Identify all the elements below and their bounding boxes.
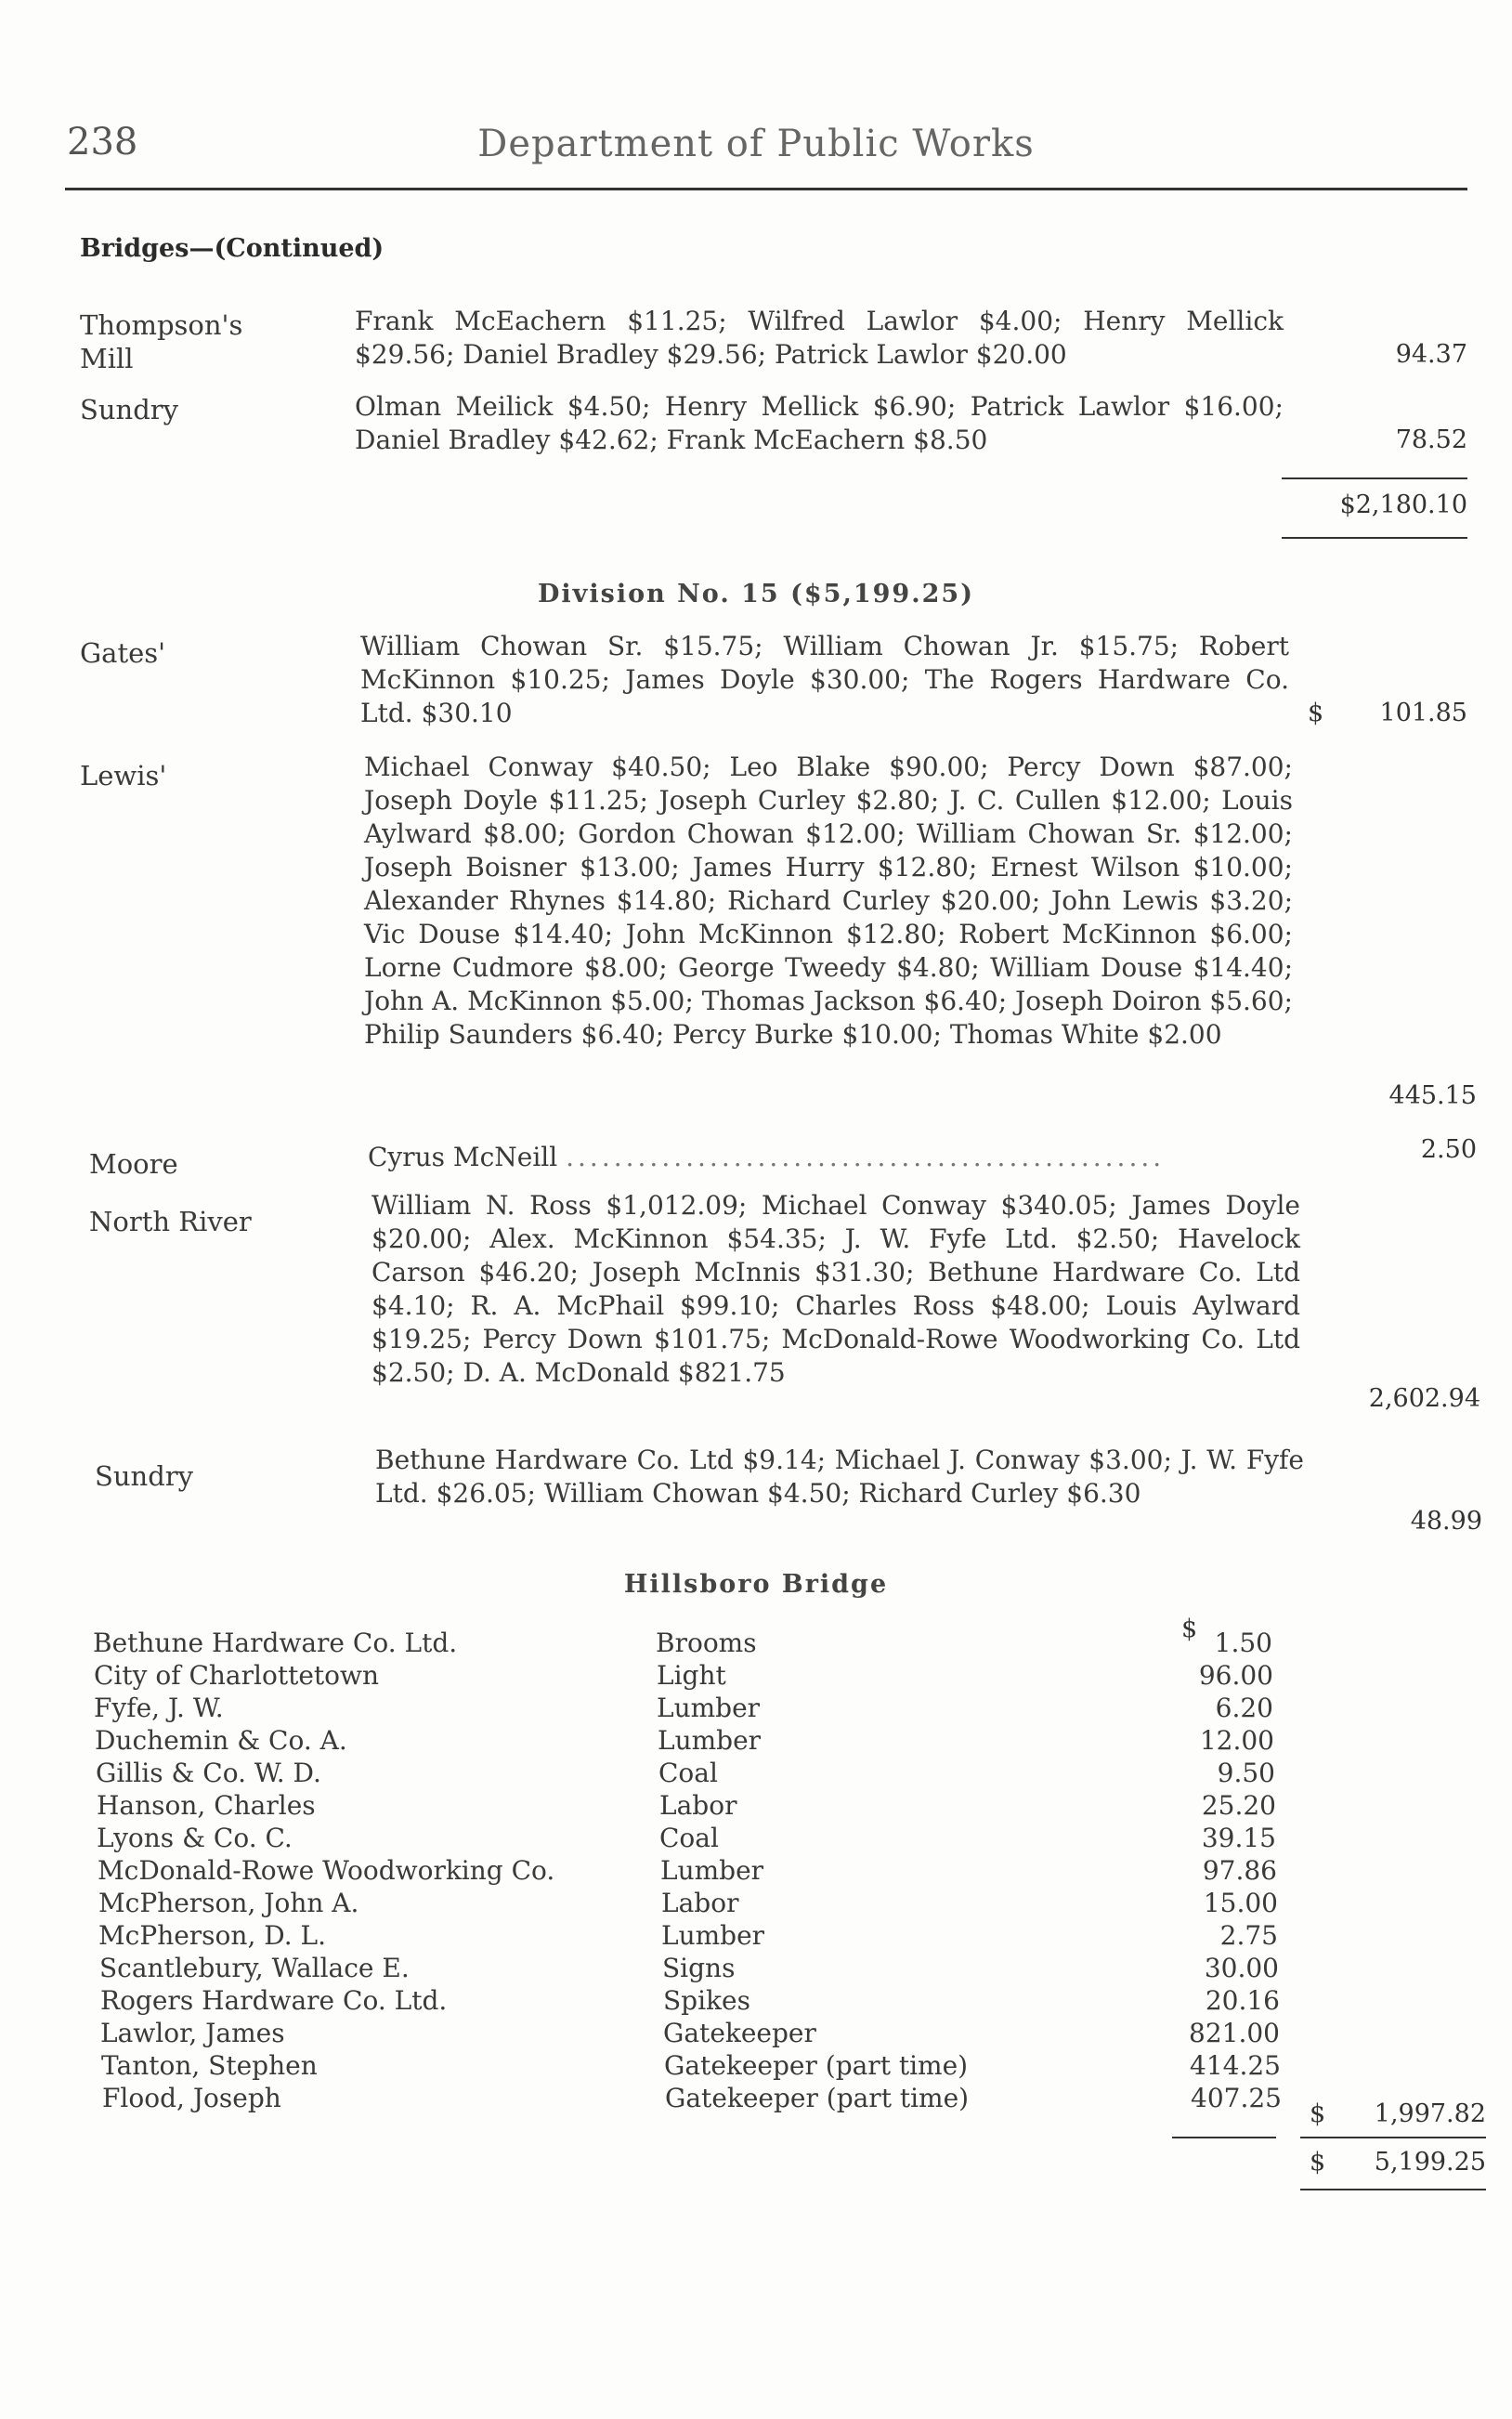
hillsboro-row-item: Coal xyxy=(658,1758,718,1788)
hillsboro-row-name: Gillis & Co. W. D. xyxy=(96,1758,321,1788)
entry-text-sundry: Olman Meilick $4.50; Henry Mellick $6.90; Patrick Lawlor $16.00; Daniel Bradley $42.62; Frank McEachern $8.50 xyxy=(355,391,1284,455)
hillsboro-subtotal: 1,997.82 xyxy=(1374,2099,1486,2128)
bridges-total: $2,180.10 xyxy=(1339,490,1467,519)
hillsboro-row-item: Brooms xyxy=(656,1628,757,1658)
hillsboro-row-item: Gatekeeper (part time) xyxy=(665,2083,970,2113)
entry-label-gates: Gates' xyxy=(80,637,166,669)
hillsboro-heading: Hillsboro Bridge xyxy=(623,1570,889,1599)
hillsboro-row-amount: 2.75 xyxy=(1219,1920,1278,1951)
hillsboro-subtotal-rule xyxy=(1300,2137,1486,2138)
hillsboro-row-item: Lumber xyxy=(657,1693,761,1723)
page-number: 238 xyxy=(67,121,138,163)
hillsboro-row-item: Spikes xyxy=(663,1985,750,2016)
hillsboro-row-name: Bethune Hardware Co. Ltd. xyxy=(93,1628,458,1658)
hillsboro-row-item: Gatekeeper (part time) xyxy=(664,2050,969,2081)
hillsboro-row-item: Labor xyxy=(661,1888,739,1918)
hillsboro-row xyxy=(98,1855,1277,1889)
hillsboro-row-amount: 96.00 xyxy=(1198,1660,1273,1691)
hillsboro-row-name: Flood, Joseph xyxy=(102,2083,281,2113)
hillsboro-row-item: Coal xyxy=(659,1823,719,1853)
hillsboro-row-name: Tanton, Stephen xyxy=(101,2050,318,2081)
entry-label-sundry: Sundry xyxy=(80,394,179,425)
hillsboro-row xyxy=(100,2018,1280,2051)
hillsboro-row xyxy=(99,1953,1279,1986)
header-rule xyxy=(65,188,1467,190)
section-heading: Bridges—(Continued) xyxy=(80,234,385,263)
hillsboro-row xyxy=(101,2050,1281,2084)
hillsboro-row-name: McPherson, John A. xyxy=(98,1888,359,1918)
entry-text-sundry-division: Bethune Hardware Co. Ltd $9.14; Michael J. Conway $3.00; J. W. Fyfe Ltd. $26.05; William Chowan $4.50; Richard Curley $6.30 xyxy=(375,1445,1304,1509)
entry-text-moore: Cyrus McNeill .................................................. xyxy=(368,1142,1166,1172)
grand-total-dollar: $ xyxy=(1310,2148,1326,2177)
entry-amount-lewis: 445.15 xyxy=(1388,1081,1477,1110)
hillsboro-row-amount: 6.20 xyxy=(1215,1693,1273,1723)
hillsboro-row xyxy=(95,1725,1274,1759)
grand-total-rule xyxy=(1300,2189,1486,2190)
entry-amount-sundry: 78.52 xyxy=(1395,425,1467,454)
hillsboro-row-amount: 25.20 xyxy=(1201,1790,1276,1821)
hillsboro-row-name: Fyfe, J. W. xyxy=(94,1693,224,1723)
hillsboro-row-name: Hanson, Charles xyxy=(97,1790,316,1821)
dollar-sign: $ xyxy=(1308,699,1324,727)
entry-amount-thompsons-mill: 94.37 xyxy=(1395,340,1467,369)
hillsboro-row xyxy=(94,1660,1273,1693)
entry-amount-gates: 101.85 xyxy=(1379,699,1467,727)
hillsboro-row-amount: 12.00 xyxy=(1199,1725,1274,1756)
hillsboro-row-amount: 1.50 xyxy=(1214,1628,1272,1658)
hillsboro-row xyxy=(97,1790,1276,1824)
hillsboro-row-amount: 414.25 xyxy=(1190,2050,1281,2081)
hillsboro-amount-rule xyxy=(1172,2137,1276,2138)
hillsboro-row-item: Gatekeeper xyxy=(663,2018,816,2048)
hillsboro-row xyxy=(93,1628,1272,1661)
hillsboro-row-name: Lyons & Co. C. xyxy=(97,1823,293,1853)
entry-amount-moore: 2.50 xyxy=(1420,1135,1477,1164)
hillsboro-row-item: Signs xyxy=(662,1953,736,1983)
entry-label-thompsons-mill: Thompson's Mill xyxy=(80,309,243,374)
entry-text-thompsons-mill: Frank McEachern $11.25; Wilfred Lawlor $4.00; Henry Mellick $29.56; Daniel Bradley $29.56; Patrick Lawlor $20.00 xyxy=(355,306,1284,370)
entry-text-lewis: Michael Conway $40.50; Leo Blake $90.00; Percy Down $87.00; Joseph Doyle $11.25; Joseph Curley $2.80; J. C. Cullen $12.00; Louis Aylward $8.00; Gordon Chowan $12.00; William Chowan Sr. $12.00; Joseph Boisner $13.00; James Hurry $12.80; Ernest Wilson $10.00; Alexander Rhynes $14.80; Richard Curley $20.00; John Lewis $3.20; Vic Douse $14.40; John McKinnon $12.80; Robert McKinnon $6.00; Lorne Cudmore $8.00; George Tweedy $4.80; William Douse $14.40; John A. McKinnon $5.00; Thomas Jackson $6.40; Joseph Doiron $5.60; Philip Saunders $6.40; Percy Burke $10.00; Thomas White $2.00 xyxy=(364,752,1293,1050)
hillsboro-row-name: City of Charlottetown xyxy=(94,1660,380,1691)
entry-label-moore: Moore xyxy=(89,1148,178,1180)
entry-text-north-river: William N. Ross $1,012.09; Michael Conway $340.05; James Doyle $20.00; Alex. McKinnon $54.35; J. W. Fyfe Ltd. $2.50; Havelock Carson $46.20; Joseph McInnis $31.30; Bethune Hardware Co. Ltd $4.10; R. A. McPhail $99.10; Charles Ross $48.00; Louis Aylward $19.25; Percy Down $101.75; McDonald-Rowe Woodworking Co. Ltd $2.50; D. A. McDonald $821.75 xyxy=(371,1190,1300,1388)
hillsboro-row-name: McPherson, D. L. xyxy=(98,1920,326,1951)
division-heading: Division No. 15 ($5,199.25) xyxy=(538,580,974,608)
hillsboro-row-item: Labor xyxy=(659,1790,737,1821)
entry-label-sundry-division: Sundry xyxy=(95,1460,194,1492)
hillsboro-row xyxy=(100,1985,1280,2019)
hillsboro-row xyxy=(98,1888,1278,1921)
hillsboro-row-item: Lumber xyxy=(660,1855,764,1886)
hillsboro-row-amount: 20.16 xyxy=(1205,1985,1280,2016)
hillsboro-row-name: Rogers Hardware Co. Ltd. xyxy=(100,1985,448,2016)
entry-text-gates: William Chowan Sr. $15.75; William Chowan Jr. $15.75; Robert McKinnon $10.25; James Doyle $30.00; The Rogers Hardware Co. Ltd. $30.10 xyxy=(360,631,1289,728)
hillsboro-row-name: McDonald-Rowe Woodworking Co. xyxy=(98,1855,555,1886)
hillsboro-row xyxy=(102,2083,1282,2116)
entry-amount-sundry-division: 48.99 xyxy=(1410,1507,1482,1536)
entry-amount-north-river: 2,602.94 xyxy=(1368,1384,1480,1413)
entry-label-lewis: Lewis' xyxy=(80,760,167,791)
hillsboro-row-amount: 9.50 xyxy=(1217,1758,1275,1788)
hillsboro-row-amount: 407.25 xyxy=(1191,2083,1282,2113)
page-header-title: Department of Public Works xyxy=(477,123,1035,165)
hillsboro-row-item: Lumber xyxy=(658,1725,762,1756)
hillsboro-row xyxy=(94,1693,1273,1726)
subtotal-rule xyxy=(1282,477,1467,479)
hillsboro-row-name: Lawlor, James xyxy=(100,2018,285,2048)
hillsboro-row-name: Scantlebury, Wallace E. xyxy=(99,1953,410,1983)
hillsboro-row-name: Duchemin & Co. A. xyxy=(95,1725,347,1756)
hillsboro-row xyxy=(97,1823,1276,1856)
hillsboro-row-amount: 39.15 xyxy=(1201,1823,1276,1853)
hillsboro-row xyxy=(98,1920,1278,1954)
hillsboro-subtotal-dollar: $ xyxy=(1310,2099,1326,2128)
hillsboro-row-amount: 821.00 xyxy=(1189,2018,1280,2048)
entry-label-north-river: North River xyxy=(89,1206,252,1237)
total-rule xyxy=(1282,537,1467,539)
hillsboro-first-dollar: $ xyxy=(1181,1615,1198,1643)
grand-total: 5,199.25 xyxy=(1374,2148,1486,2177)
hillsboro-row-amount: 30.00 xyxy=(1204,1953,1279,1983)
hillsboro-row-item: Lumber xyxy=(661,1920,765,1951)
hillsboro-row xyxy=(96,1758,1275,1791)
hillsboro-row-amount: 15.00 xyxy=(1203,1888,1278,1918)
hillsboro-row-amount: 97.86 xyxy=(1202,1855,1277,1886)
hillsboro-row-item: Light xyxy=(657,1660,726,1691)
